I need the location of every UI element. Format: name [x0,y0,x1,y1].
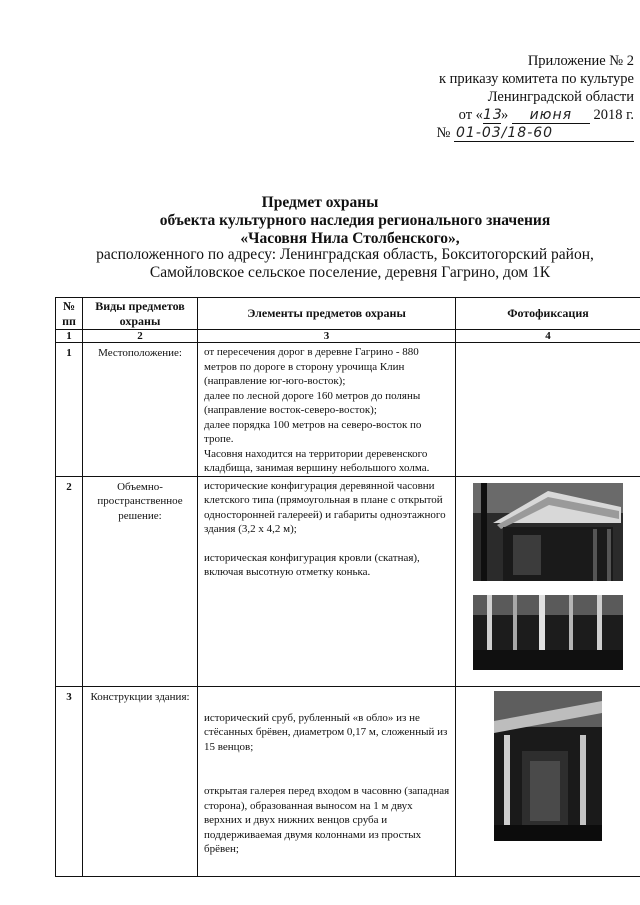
spacer [204,754,451,784]
row-kind: Местоположение: [83,343,198,477]
row-elements [198,686,456,876]
col-header-elements: Элементы предметов охраны [198,298,456,330]
col-number: 3 [198,330,456,343]
row-elements [198,343,456,477]
element-text: исторические конфигурация деревянной часовни клетского типа (прямоугольная в плане с открытой односторонней галереей) и габариты одноэтажного здания (3,2 х 4,2 м); [204,479,446,535]
date-prefix: от « [458,107,483,123]
date-year: 2018 г. [593,107,634,123]
doc-subtitle: объекта культурного наследия регионального значения [159,212,551,229]
appendix-label: Приложение № 2 [527,53,634,69]
chapel-photo-gallery [494,691,602,841]
order-number [437,124,634,142]
object-name: «Часовня Нила Столбенского», [240,230,460,247]
element-text: исторический сруб, рубленный «в обло» из не стёсанных брёвен, диаметром 0,17 м, сложенный из 15 венцов; [204,711,448,753]
spacer [204,689,451,711]
table-row [56,476,640,686]
region-label: Ленинградской области [487,89,634,105]
row-photo [456,343,640,477]
order-reference: к приказу комитета по культуре [438,71,634,87]
row-number: 2 [56,476,83,686]
row-number: 1 [56,343,83,477]
doc-title: Предмет охраны [261,194,379,211]
protection-table [55,297,640,877]
element-text: историческая конфигурация кровли (скатная), включая высотную отметку конька. [204,551,420,578]
col-number: 2 [83,330,198,343]
row-kind: Конструкции здания: [83,686,198,876]
date-mid: » [500,107,509,123]
object-address-line1: расположенного по адресу: Ленинградская область, Бокситогорский район, [96,246,594,263]
spacer [204,537,451,551]
row-elements [198,476,456,686]
element-text: Часовня находится на территории деревенского кладбища, занимая вершину небольшого холма. [204,447,430,474]
row-photo [456,476,640,686]
table-row [56,686,640,876]
chapel-photo-exterior [473,483,623,581]
element-text: далее порядка 100 метров на северо-восток по тропе. [204,418,422,445]
number-value: 01-03/18-60 [454,126,634,142]
row-kind: Объемно-пространственное решение: [83,476,198,686]
number-prefix: № [436,125,451,141]
order-date [459,106,634,124]
element-text: открытая галерея перед входом в часовню (западная сторона), образованная выносом на 1 м двух верхних и двух нижних венцов сруба и поддерживаемая двумя колоннами из простых брёвен; [204,785,450,855]
table-header-row [56,298,640,330]
column-number-row [56,330,640,343]
col-header-photo: Фотофиксация [456,298,640,330]
table-row [56,343,640,477]
chapel-photo-forest [473,595,623,670]
col-header-kind: Виды предметов охраны [83,298,198,330]
object-address-line2: Самойловское сельское поселение, деревня Гагрино, дом 1К [149,264,551,281]
col-number: 1 [56,330,83,343]
date-month: июня [512,108,590,124]
element-text: далее по лесной дороге 160 метров до поляны (направление восток-северо-восток); [204,389,421,416]
row-number: 3 [56,686,83,876]
col-header-num: № пп [56,298,83,330]
date-day: 13 [482,107,503,123]
row-photo [456,686,640,876]
col-number: 4 [456,330,640,343]
element-text: от пересечения дорог в деревне Гагрино - 880 метров по дороге в сторону урочища Клин (направление юг-юго-восток); [204,346,419,387]
